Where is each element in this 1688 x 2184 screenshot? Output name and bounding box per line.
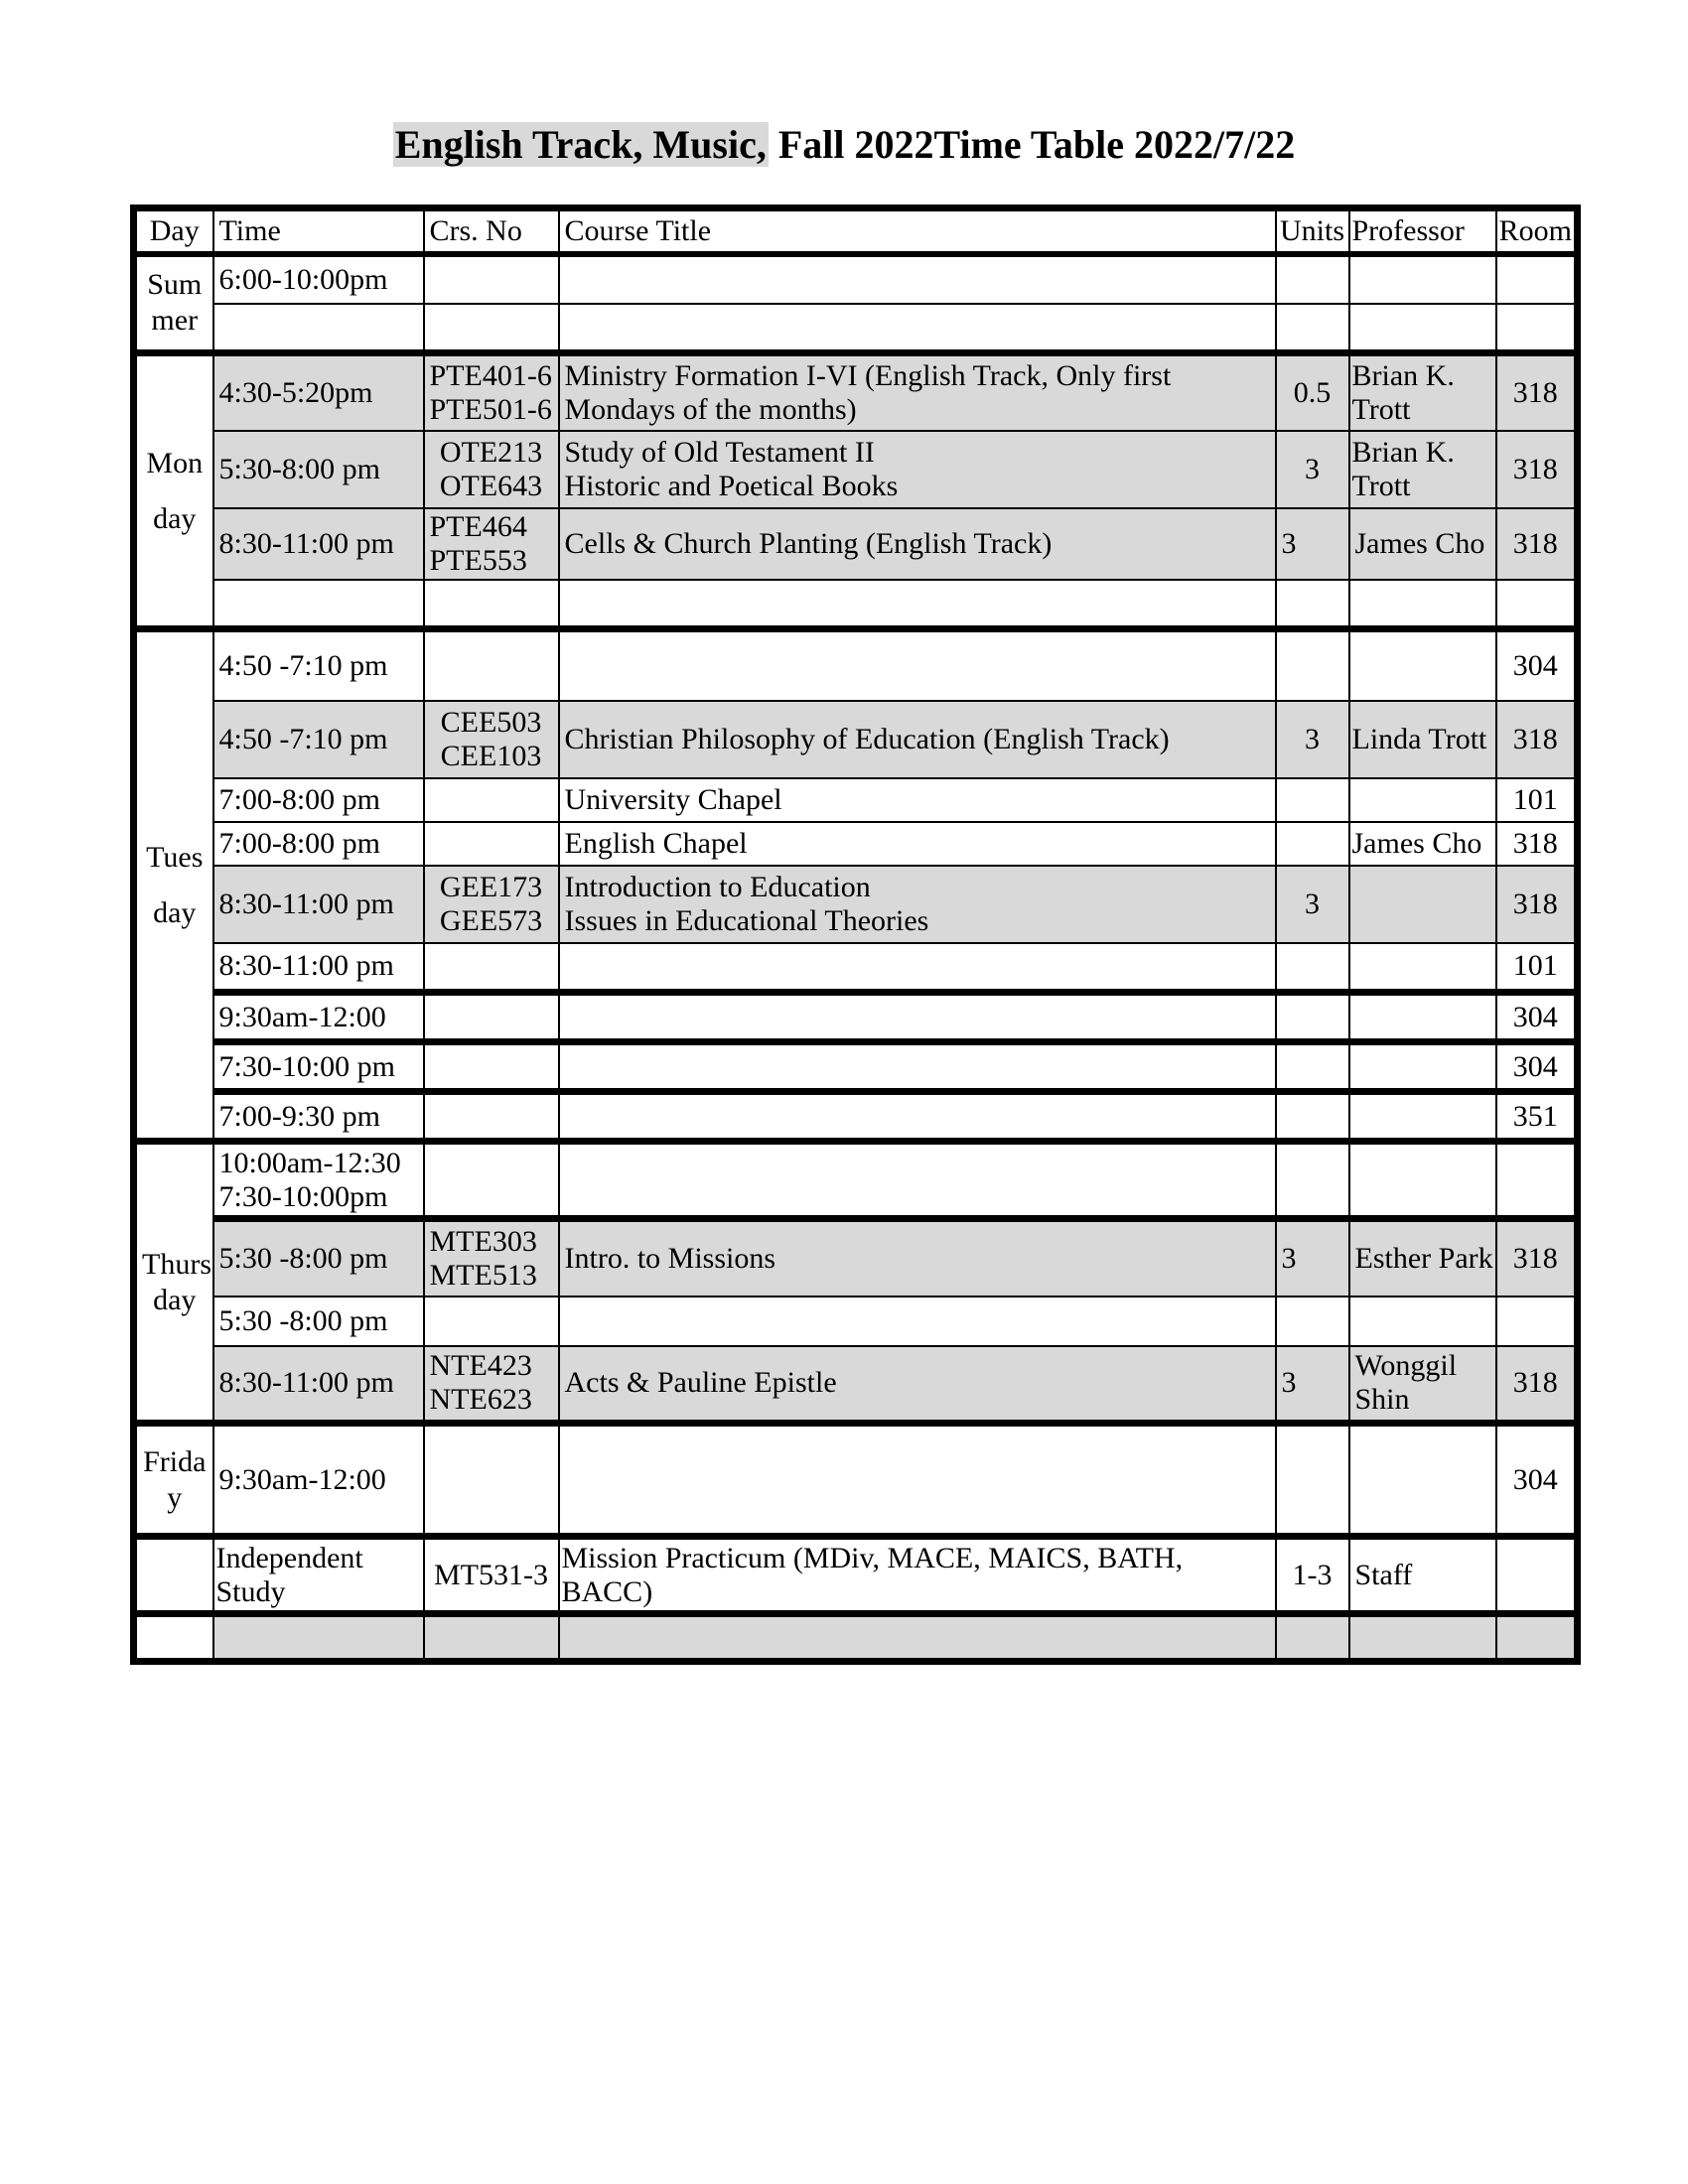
table-row: Tues day 4:50 -7:10 pm 304	[134, 629, 1578, 701]
table-row: 7:00-9:30 pm 351	[134, 1092, 1578, 1142]
table-row: 5:30 -8:00 pm MTE303 MTE513 Intro. to Missions 3 Esther Park 318	[134, 1219, 1578, 1297]
title-highlight: English Track, Music,	[394, 122, 767, 167]
header-day: Day	[134, 208, 213, 254]
day-thursday: Thurs day	[134, 1142, 213, 1424]
header-units: Units	[1276, 208, 1349, 254]
table-row	[134, 304, 1578, 353]
header-row	[134, 208, 1578, 254]
table-row: 7:30-10:00 pm 304	[134, 1042, 1578, 1092]
table-row	[134, 1614, 1578, 1662]
title-rest: Fall 2022Time Table 2022/7/22	[768, 122, 1296, 167]
table-row: Frida y 9:30am-12:00 304	[134, 1424, 1578, 1537]
timetable	[130, 205, 1581, 1665]
table-row: 9:30am-12:00 304	[134, 993, 1578, 1042]
table-row: Mon day 4:30-5:20pm PTE401-6 PTE501-6 Ministry Formation I-VI (English Track, Only first Mondays of the months) 0.5 Brian K. Trott 318	[134, 353, 1578, 431]
table-row: Thurs day 10:00am-12:30 7:30-10:00pm	[134, 1142, 1578, 1219]
header-title: Course Title	[559, 208, 1276, 254]
page-title	[0, 117, 1688, 173]
table-row: 7:00-8:00 pm English Chapel James Cho 318	[134, 822, 1578, 866]
day-tuesday: Tues day	[134, 629, 213, 1142]
table-row: 8:30-11:00 pm 101	[134, 943, 1578, 993]
table-row: Independent Study MT531-3 Mission Practicum (MDiv, MACE, MAICS, BATH, BACC) 1-3 Staff	[134, 1537, 1578, 1614]
table-row: 7:00-8:00 pm University Chapel 101	[134, 778, 1578, 822]
table-row: 8:30-11:00 pm NTE423 NTE623 Acts & Pauline Epistle 3 Wonggil Shin 318	[134, 1346, 1578, 1424]
table-row: 5:30-8:00 pm OTE213 OTE643 Study of Old Testament II Historic and Poetical Books 3 Brian K. Trott 318	[134, 431, 1578, 508]
table-row: 8:30-11:00 pm GEE173 GEE573 Introduction to Education Issues in Educational Theories 3 318	[134, 866, 1578, 943]
header-time: Time	[213, 208, 424, 254]
header-crs: Crs. No	[424, 208, 559, 254]
table-row	[134, 580, 1578, 629]
day-summer: Sum mer	[134, 254, 213, 353]
table-row: 4:50 -7:10 pm CEE503 CEE103 Christian Philosophy of Education (English Track) 3 Linda Trott 318	[134, 701, 1578, 778]
table-row: Sum mer 6:00-10:00pm	[134, 254, 1578, 304]
header-professor: Professor	[1349, 208, 1496, 254]
day-monday: Mon day	[134, 353, 213, 629]
day-friday: Frida y	[134, 1424, 213, 1537]
table-row: 8:30-11:00 pm PTE464 PTE553 Cells & Church Planting (English Track) 3 James Cho 318	[134, 508, 1578, 580]
table-row: 5:30 -8:00 pm	[134, 1297, 1578, 1346]
header-room: Room	[1496, 208, 1578, 254]
